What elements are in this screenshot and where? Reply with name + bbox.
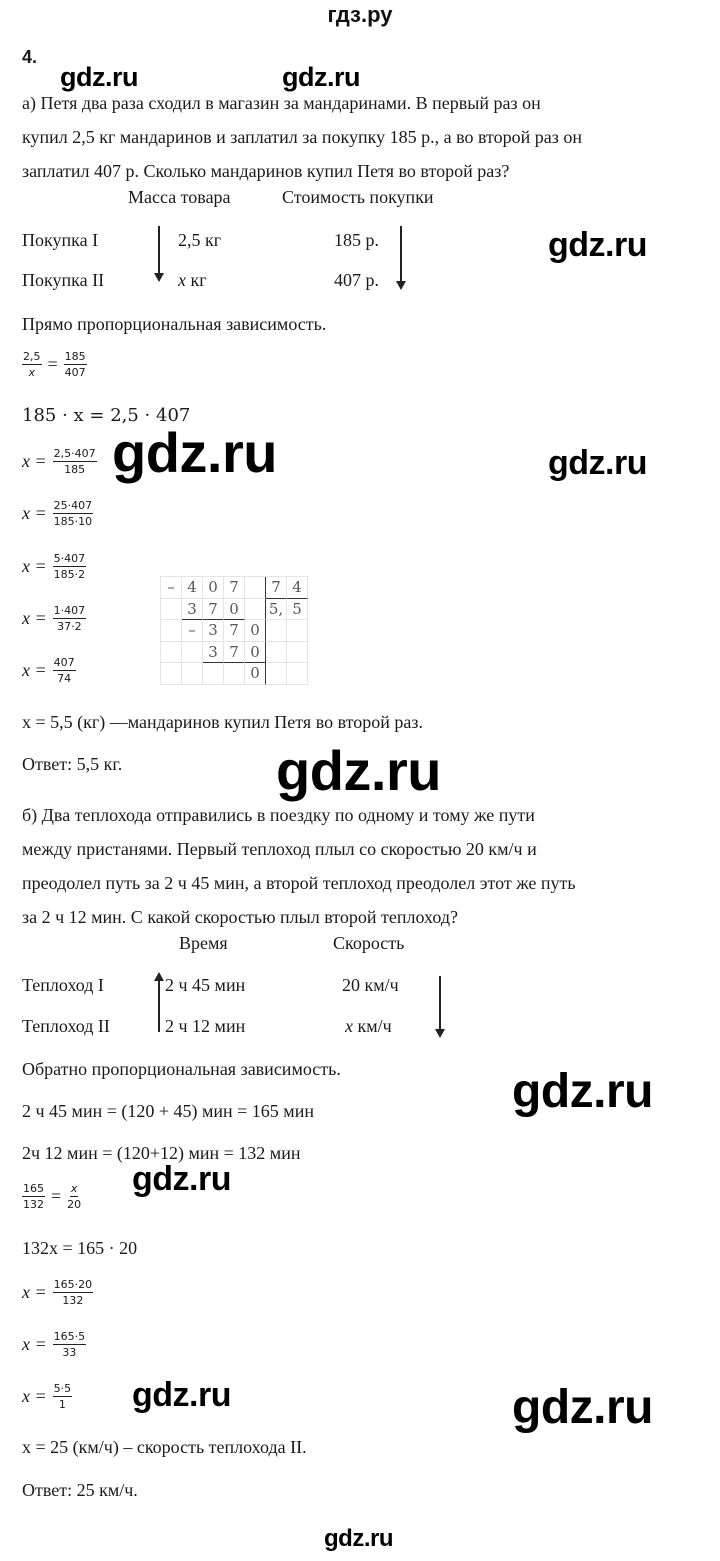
watermark: gdz.ru xyxy=(60,62,138,92)
purchase-1-cost: 185 р. xyxy=(334,230,379,250)
watermark: gdz.ru xyxy=(132,1160,231,1198)
watermark: gdz.ru xyxy=(512,1381,653,1434)
equation-a-4: x = $\frac{25\cdot 407}{185\cdot 10}$ xyxy=(22,499,93,528)
watermark: gdz.ru xyxy=(282,62,360,92)
proportion-b: $\frac{165}{132}$ = $\frac{x}{20}$ xyxy=(23,1182,82,1211)
ship-1-time: 2 ч 45 мин xyxy=(165,975,246,995)
equation-b-3: x = $\frac{165\cdot 20}{132}$ xyxy=(22,1278,93,1307)
equation-a-5: x = $\frac{5\cdot 407}{185\cdot 2}$ xyxy=(22,552,86,581)
long-division: – 4 0 7 7 4 3 7 0 5, 5 – 3 7 0 3 7 0 0 xyxy=(160,576,308,685)
arrow-up-icon xyxy=(158,980,160,1032)
watermark: gdz.ru xyxy=(548,226,647,264)
watermark: gdz.ru xyxy=(512,1065,653,1118)
proportion-a: $\frac{2,5}{x}$ = $\frac{185}{407}$ xyxy=(23,350,86,379)
conversion-1: 2 ч 45 мин = (120 + 45) мин = 165 мин xyxy=(22,1101,314,1121)
header-mass: Масса товара xyxy=(128,187,231,207)
site-title: гдз.ру xyxy=(327,2,393,27)
purchase-1-label: Покупка I xyxy=(22,230,99,250)
ship-1-speed: 20 км/ч xyxy=(342,975,399,995)
problem-b-line-1: б) Два теплохода отправились в поездку по одному и тому же пути xyxy=(22,805,535,825)
purchase-1-mass: 2,5 кг xyxy=(178,230,222,250)
equation-b-2: 132x = 165 · 20 xyxy=(22,1238,138,1258)
watermark: gdz.ru xyxy=(112,421,277,484)
problem-b-line-2: между пристанями. Первый теплоход плыл со скоростью 20 км/ч и xyxy=(22,839,537,859)
ship-1-label: Теплоход I xyxy=(22,975,104,995)
variable-x: x xyxy=(345,1016,353,1036)
equation-b-5: x = $\frac{5\cdot 5}{1}$ xyxy=(22,1382,72,1411)
problem-a-line-2: купил 2,5 кг мандаринов и заплатил за покупку 185 р., а во второй раз он xyxy=(22,127,583,147)
equation-b-4: x = $\frac{165\cdot 5}{33}$ xyxy=(22,1330,86,1359)
problem-a-line-1: а) Петя два раза сходил в магазин за мандаринами. В первый раз он xyxy=(22,93,541,113)
purchase-2-label: Покупка II xyxy=(22,270,105,290)
result-b: x = 25 (км/ч) – скорость теплохода II. xyxy=(22,1437,307,1457)
conversion-2: 2ч 12 мин = (120+12) мин = 132 мин xyxy=(22,1143,301,1163)
purchase-2-mass: x кг xyxy=(178,270,207,290)
watermark: gdz.ru xyxy=(132,1376,231,1414)
header-time: Время xyxy=(179,933,228,953)
answer-b: Ответ: 25 км/ч. xyxy=(22,1480,138,1500)
ship-2-time: 2 ч 12 мин xyxy=(165,1016,246,1036)
arrow-down-icon xyxy=(158,226,160,274)
equation-a-2: 185 · x = 2,5 · 407 xyxy=(22,405,191,426)
problem-b-line-3: преодолел путь за 2 ч 45 мин, а второй теплоход преодолел этот же путь xyxy=(22,873,576,893)
answer-a: Ответ: 5,5 кг. xyxy=(22,754,123,774)
ship-2-speed: x км/ч xyxy=(345,1016,392,1036)
watermark: gdz.ru xyxy=(548,444,647,482)
arrow-down-icon xyxy=(400,226,402,282)
fraction: $\frac{2,5}{x}$ xyxy=(23,350,41,379)
watermark: gdz.ru xyxy=(324,1525,393,1552)
relation-b: Обратно пропорциональная зависимость. xyxy=(22,1059,341,1079)
problem-a-line-3: заплатил 407 р. Сколько мандаринов купил Петя во второй раз? xyxy=(22,161,510,181)
watermark: gdz.ru xyxy=(276,739,441,802)
task-number: 4. xyxy=(22,47,38,67)
equation-a-3: x = $\frac{2,5\cdot 407}{185}$ xyxy=(22,447,96,476)
problem-b-line-4: за 2 ч 12 мин. С какой скоростью плыл второй теплоход? xyxy=(22,907,458,927)
ship-2-label: Теплоход II xyxy=(22,1016,110,1036)
header-cost: Стоимость покупки xyxy=(282,187,434,207)
equation-a-6: x = $\frac{1\cdot 407}{37\cdot 2}$ xyxy=(22,604,86,633)
arrow-down-icon xyxy=(439,976,441,1030)
result-a: x = 5,5 (кг) —мандаринов купил Петя во второй раз. xyxy=(22,712,423,732)
relation-a: Прямо пропорциональная зависимость. xyxy=(22,314,327,334)
fraction: $\frac{185}{407}$ xyxy=(64,350,86,379)
equation-a-7: x = $\frac{407}{74}$ xyxy=(22,656,75,685)
variable-x: x xyxy=(178,270,186,290)
header-speed: Скорость xyxy=(333,933,405,953)
purchase-2-cost: 407 р. xyxy=(334,270,379,290)
